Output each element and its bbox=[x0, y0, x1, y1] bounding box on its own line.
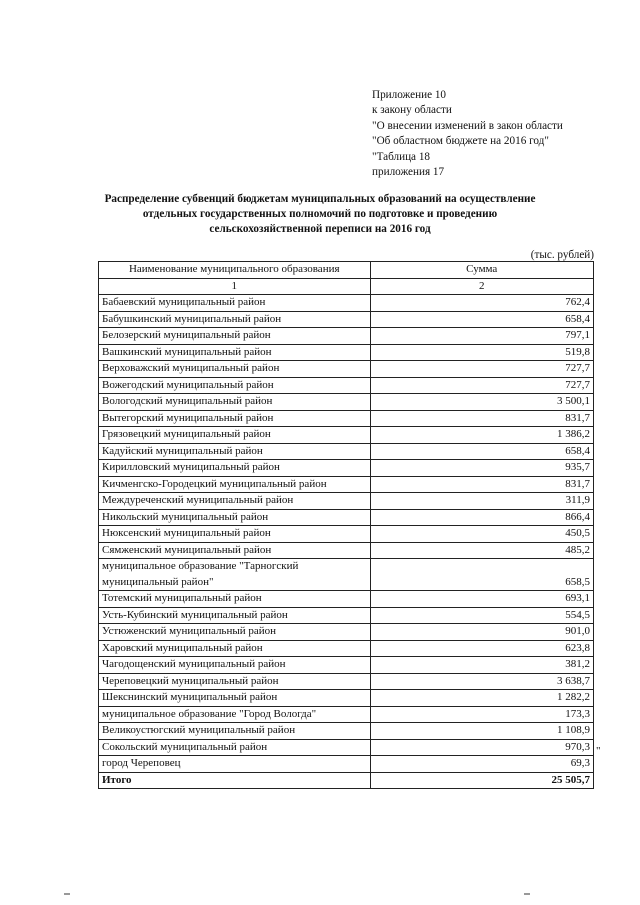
table-row bbox=[99, 295, 594, 312]
row-municipality-name: Чагодощенский муниципальный район bbox=[99, 657, 371, 674]
row-municipality-name: Сямженский муниципальный район bbox=[99, 542, 371, 559]
row-municipality-name: Вашкинский муниципальный район bbox=[99, 344, 371, 361]
row-amount: 69,3 bbox=[370, 756, 594, 773]
table-row bbox=[99, 756, 594, 773]
row-amount: 831,7 bbox=[370, 476, 594, 493]
table-row bbox=[99, 723, 594, 740]
table-row bbox=[99, 690, 594, 707]
header-name-column: Наименование муниципального образования bbox=[99, 262, 371, 279]
table-row bbox=[99, 559, 594, 591]
row-municipality-name: Великоустюгский муниципальный район bbox=[99, 723, 371, 740]
table-row bbox=[99, 443, 594, 460]
table-row bbox=[99, 526, 594, 543]
table-row bbox=[99, 542, 594, 559]
column-number-1: 1 bbox=[99, 278, 371, 295]
table-row bbox=[99, 493, 594, 510]
row-municipality-name: Череповецкий муниципальный район bbox=[99, 673, 371, 690]
table-row bbox=[99, 361, 594, 378]
table-row bbox=[99, 607, 594, 624]
row-amount: 693,1 bbox=[370, 591, 594, 608]
table-row bbox=[99, 640, 594, 657]
total-amount: 25 505,7 bbox=[370, 772, 594, 789]
subsidy-table bbox=[98, 261, 594, 789]
row-municipality-name: Сокольский муниципальный район bbox=[99, 739, 371, 756]
appendix-line: к закону области bbox=[372, 104, 452, 117]
row-amount: 381,2 bbox=[370, 657, 594, 674]
row-amount: 485,2 bbox=[370, 542, 594, 559]
row-municipality-name: Вожегодский муниципальный район bbox=[99, 377, 371, 394]
total-row bbox=[99, 772, 594, 789]
row-municipality-name: Усть-Кубинский муниципальный район bbox=[99, 607, 371, 624]
row-municipality-name: муниципальное образование "Тарногский муниципальный район" bbox=[99, 559, 371, 591]
row-municipality-name: Шекснинский муниципальный район bbox=[99, 690, 371, 707]
row-amount: 311,9 bbox=[370, 493, 594, 510]
row-municipality-name: Бабаевский муниципальный район bbox=[99, 295, 371, 312]
column-number-2: 2 bbox=[370, 278, 594, 295]
header-sum-column: Сумма bbox=[370, 262, 594, 279]
row-amount: 658,5 bbox=[370, 559, 594, 591]
row-amount: 727,7 bbox=[370, 377, 594, 394]
row-municipality-name: Вытегорский муниципальный район bbox=[99, 410, 371, 427]
row-amount: 658,4 bbox=[370, 443, 594, 460]
table-row bbox=[99, 460, 594, 477]
row-municipality-name: Нюксенский муниципальный район bbox=[99, 526, 371, 543]
scan-edge-mark bbox=[524, 893, 530, 895]
row-amount: 658,4 bbox=[370, 311, 594, 328]
row-amount: 762,4 bbox=[370, 295, 594, 312]
table-row bbox=[99, 591, 594, 608]
appendix-line: "Об областном бюджете на 2016 год" bbox=[372, 135, 549, 148]
units-label: (тыс. рублей) bbox=[530, 249, 594, 261]
row-municipality-name: Устюженский муниципальный район bbox=[99, 624, 371, 641]
row-amount: 173,3 bbox=[370, 706, 594, 723]
table-row bbox=[99, 624, 594, 641]
row-municipality-name: Верховажский муниципальный район bbox=[99, 361, 371, 378]
table-row bbox=[99, 344, 594, 361]
table-row bbox=[99, 706, 594, 723]
table-row bbox=[99, 311, 594, 328]
appendix-header bbox=[372, 88, 622, 180]
row-municipality-name: Белозерский муниципальный район bbox=[99, 328, 371, 345]
row-municipality-name: Харовский муниципальный район bbox=[99, 640, 371, 657]
table-header-row bbox=[99, 262, 594, 279]
row-amount: 450,5 bbox=[370, 526, 594, 543]
closing-quote: " bbox=[596, 745, 601, 757]
table-row bbox=[99, 739, 594, 756]
appendix-line: "О внесении изменений в закон области bbox=[372, 119, 563, 132]
row-amount: 623,8 bbox=[370, 640, 594, 657]
table-row bbox=[99, 673, 594, 690]
row-municipality-name: муниципальное образование "Город Вологда" bbox=[99, 706, 371, 723]
appendix-line: Приложение 10 bbox=[372, 89, 447, 101]
row-amount: 727,7 bbox=[370, 361, 594, 378]
row-amount: 831,7 bbox=[370, 410, 594, 427]
appendix-line: "Таблица 18 bbox=[372, 150, 431, 163]
appendix-line: приложения 17 bbox=[372, 166, 445, 179]
table-row bbox=[99, 394, 594, 411]
table-row bbox=[99, 377, 594, 394]
table-row bbox=[99, 328, 594, 345]
table-row bbox=[99, 427, 594, 444]
row-municipality-name: Кадуйский муниципальный район bbox=[99, 443, 371, 460]
row-municipality-name: Грязовецкий муниципальный район bbox=[99, 427, 371, 444]
table-row bbox=[99, 509, 594, 526]
table-row bbox=[99, 657, 594, 674]
table-row bbox=[99, 410, 594, 427]
table-row bbox=[99, 476, 594, 493]
column-numbers-row bbox=[99, 278, 594, 295]
row-municipality-name: Тотемский муниципальный район bbox=[99, 591, 371, 608]
row-municipality-name: Вологодский муниципальный район bbox=[99, 394, 371, 411]
row-municipality-name: Междуреченский муниципальный район bbox=[99, 493, 371, 510]
row-municipality-name: Кичменгско-Городецкий муниципальный район bbox=[99, 476, 371, 493]
row-municipality-name: город Череповец bbox=[99, 756, 371, 773]
row-municipality-name: Кирилловский муниципальный район bbox=[99, 460, 371, 477]
row-municipality-name: Бабушкинский муниципальный район bbox=[99, 311, 371, 328]
row-amount: 519,8 bbox=[370, 344, 594, 361]
row-amount: 1 282,2 bbox=[370, 690, 594, 707]
row-municipality-name: Никольский муниципальный район bbox=[99, 509, 371, 526]
scan-edge-mark bbox=[64, 893, 70, 895]
row-amount: 554,5 bbox=[370, 607, 594, 624]
row-amount: 3 500,1 bbox=[370, 394, 594, 411]
document-title: Распределение субвенций бюджетам муниципальных образований на осуществление отдельных государственных полномочий по подготовке и проведению сельскохозяйственной переписи на 2016 год bbox=[104, 193, 536, 235]
row-amount: 901,0 bbox=[370, 624, 594, 641]
row-amount: 1 108,9 bbox=[370, 723, 594, 740]
row-amount: 797,1 bbox=[370, 328, 594, 345]
row-amount: 3 638,7 bbox=[370, 673, 594, 690]
row-amount: 1 386,2 bbox=[370, 427, 594, 444]
total-label: Итого bbox=[99, 772, 371, 789]
row-amount: 866,4 bbox=[370, 509, 594, 526]
row-amount: 970,3 bbox=[370, 739, 594, 756]
row-amount: 935,7 bbox=[370, 460, 594, 477]
